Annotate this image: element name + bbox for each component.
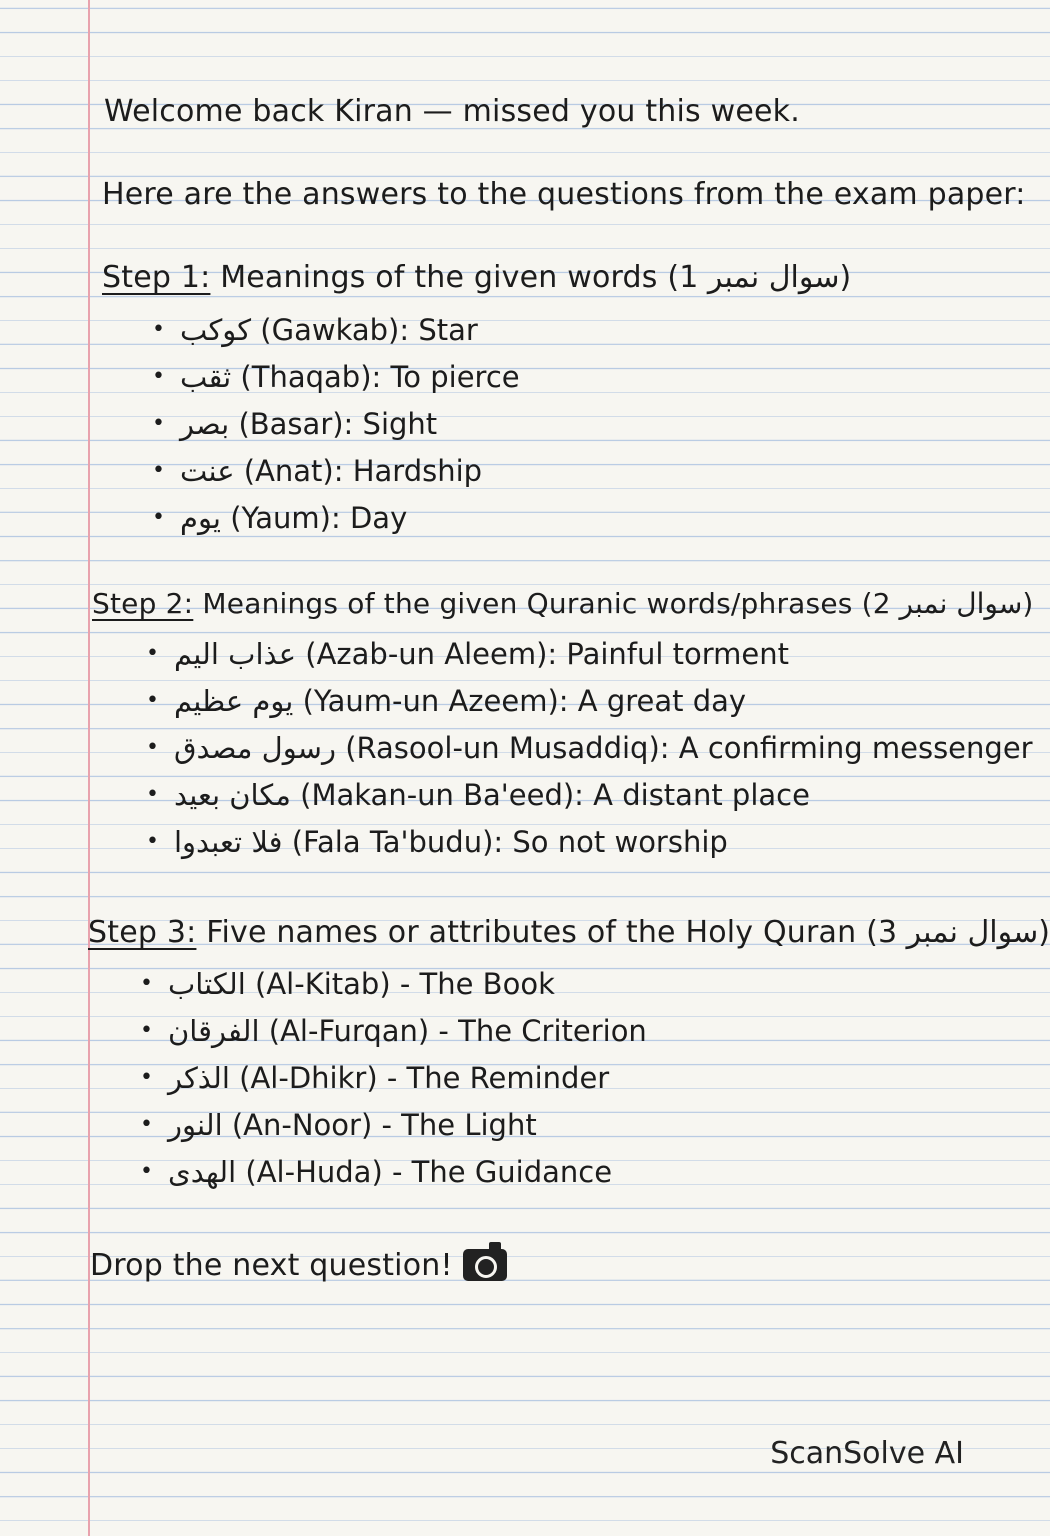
item-meaning: (Al-Huda) - The Guidance — [236, 1155, 613, 1189]
list-item — [152, 310, 520, 357]
item-meaning: (Gawkab): Star — [251, 313, 478, 347]
arabic-word: عذاب الیم — [174, 637, 297, 671]
list-item — [146, 728, 1033, 775]
item-meaning: (Thaqab): To pierce — [231, 360, 520, 394]
item-meaning: (Al-Dhikr) - The Reminder — [229, 1061, 610, 1095]
item-meaning: (Makan-un Ba'eed): A distant place — [290, 778, 810, 812]
step-1-title: Meanings of the given words (سوال نمبر 1) — [220, 260, 852, 295]
step-3-heading — [88, 913, 1050, 953]
closing-line — [90, 1246, 507, 1286]
arabic-word: بصر — [180, 407, 230, 441]
arabic-word: یوم — [180, 501, 222, 535]
step-2-title: Meanings of the given Quranic words/phrases (سوال نمبر 2) — [202, 587, 1034, 620]
arabic-word: مکان بعید — [174, 778, 291, 812]
arabic-word: فلا تعبدوا — [174, 825, 283, 859]
arabic-word: الهدی — [168, 1155, 237, 1189]
item-meaning: (An-Noor) - The Light — [222, 1108, 537, 1142]
list-item — [140, 964, 647, 1011]
list-item — [140, 1011, 647, 1058]
greeting-line: Welcome back Kiran — missed you this week. — [104, 94, 800, 129]
step-1-label: Step 1: — [102, 260, 211, 295]
arabic-word: الکتاب — [168, 967, 246, 1001]
list-item — [146, 775, 1033, 822]
item-meaning: (Fala Ta'budu): So not worship — [282, 825, 728, 859]
step-2-label: Step 2: — [92, 587, 194, 620]
intro-line: Here are the answers to the questions from the exam paper: — [102, 177, 1026, 212]
item-meaning: (Azab-un Aleem): Painful torment — [296, 637, 790, 671]
item-meaning: (Basar): Sight — [229, 407, 438, 441]
item-meaning: (Rasool-un Musaddiq): A confirming messenger — [335, 731, 1033, 765]
arabic-word: النور — [168, 1108, 223, 1142]
arabic-word: الفرقان — [168, 1014, 260, 1048]
list-item — [152, 451, 520, 498]
camera-icon — [463, 1249, 507, 1281]
arabic-word: یوم عظیم — [174, 684, 294, 718]
step-3-label: Step 3: — [88, 915, 197, 950]
arabic-word: الذکر — [168, 1061, 230, 1095]
step-3-title: Five names or attributes of the Holy Quran (سوال نمبر 3) — [206, 915, 1050, 950]
arabic-word: عنت — [180, 454, 235, 488]
list-item — [140, 1152, 647, 1199]
step-3-list — [140, 964, 647, 1199]
list-item — [152, 404, 520, 451]
step-1-heading — [102, 258, 851, 298]
list-item — [152, 498, 520, 545]
item-meaning: (Yaum): Day — [221, 501, 408, 535]
step-2-heading — [92, 584, 1033, 624]
list-item — [146, 634, 1033, 681]
list-item — [140, 1105, 647, 1152]
list-item — [146, 822, 1033, 869]
item-meaning: (Yaum-un Azeem): A great day — [293, 684, 747, 718]
step-2-list — [146, 634, 1033, 869]
list-item — [146, 681, 1033, 728]
item-meaning: (Al-Kitab) - The Book — [245, 967, 555, 1001]
arabic-word: رسول مصدق — [174, 731, 336, 765]
list-item — [152, 357, 520, 404]
closing-text: Drop the next question! — [90, 1248, 453, 1283]
notebook-margin-line — [88, 0, 90, 1536]
item-meaning: (Anat): Hardship — [234, 454, 483, 488]
item-meaning: (Al-Furqan) - The Criterion — [259, 1014, 647, 1048]
arabic-word: ثقب — [180, 360, 232, 394]
list-item — [140, 1058, 647, 1105]
brand-signature: ScanSolve AI — [770, 1436, 964, 1471]
arabic-word: کوکب — [180, 313, 252, 347]
step-1-list — [152, 310, 520, 545]
